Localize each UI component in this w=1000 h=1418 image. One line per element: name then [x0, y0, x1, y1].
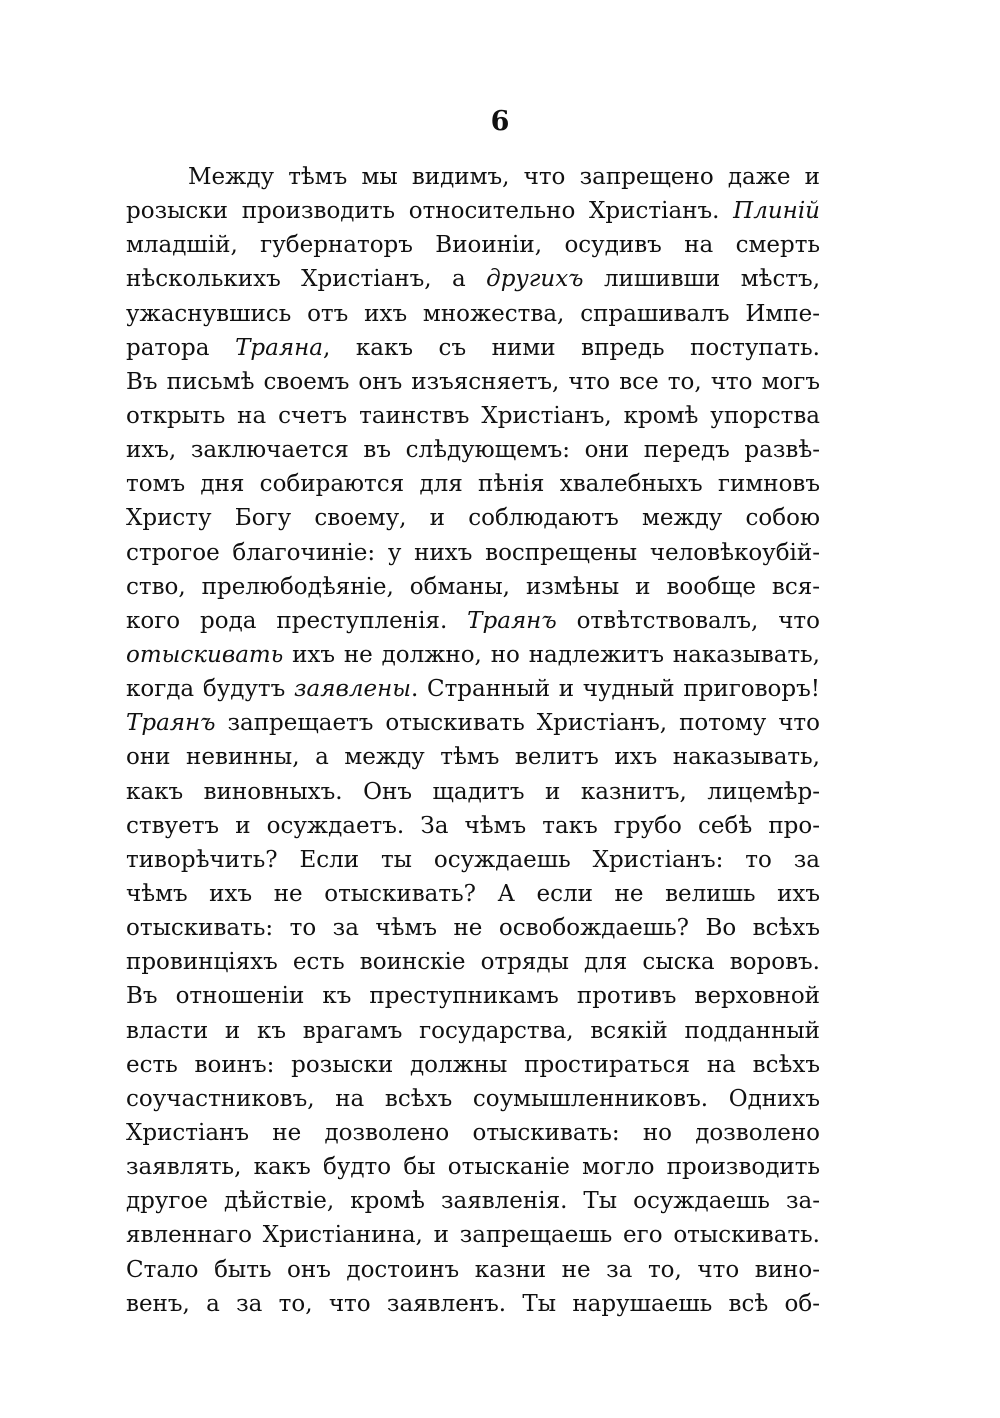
text-line: соучастниковъ, на всѣхъ соумышленниковъ. Однихъ [126, 1085, 820, 1112]
emphasis: Траяна [235, 334, 323, 361]
emphasis: Траянъ [467, 607, 557, 634]
text-line: отыскивать: то за чѣмъ не освобождаешь? Во всѣхъ [126, 915, 820, 942]
text-line: ствуетъ и осуждаетъ. За чѣмъ такъ грубо себѣ про- [126, 812, 820, 839]
text-line: Траянъ запрещаетъ отыскивать Христіанъ, потому что [126, 710, 820, 737]
emphasis: другихъ [486, 266, 584, 293]
text-line: чѣмъ ихъ не отыскивать? А если не велишь ихъ [126, 880, 820, 907]
text-line: Христіанъ не дозволено отыскивать: но дозволено [126, 1119, 820, 1146]
text-line: ужаснувшись отъ ихъ множества, спрашивалъ Импе- [126, 300, 820, 327]
emphasis: Траянъ [126, 710, 216, 737]
text-line: другое дѣйствіе, кромѣ заявленія. Ты осуждаешь за- [126, 1188, 820, 1215]
text-line: томъ дня собираются для пѣнія хвалебныхъ гимновъ [126, 471, 820, 498]
text-line: они невинны, а между тѣмъ велитъ ихъ наказывать, [126, 744, 820, 771]
text-line: явленнаго Христіанина, и запрещаешь его отыскивать. [126, 1222, 820, 1249]
emphasis: Плиній [733, 198, 820, 225]
page-number: 6 [490, 106, 510, 137]
text-line: младшій, губернаторъ Виоиніи, осудивъ на смерть [126, 232, 820, 259]
body-text [126, 160, 820, 1321]
text-line: кого рода преступленія. Траянъ отвѣтствовалъ, что [126, 607, 820, 634]
emphasis: отыскивать [126, 641, 284, 668]
text-line: тиворѣчить? Если ты осуждаешь Христіанъ: то за [126, 846, 820, 873]
text-line: ихъ, заключается въ слѣдующемъ: они передъ развѣ- [126, 437, 820, 464]
text-line: заявлять, какъ будто бы отысканіе могло производить [126, 1154, 820, 1181]
emphasis: заявлены [293, 676, 411, 703]
text-line: Христу Богу своему, и соблюдаютъ между собою [126, 505, 820, 532]
text-line: венъ, а за то, что заявленъ. Ты нарушаешь всѣ об- [126, 1290, 820, 1317]
text-line: власти и къ врагамъ государства, всякій подданный [126, 1017, 820, 1044]
text-line: розыски производить относительно Христіанъ. Плиній [126, 198, 820, 225]
text-line: Въ письмѣ своемъ онъ изъясняетъ, что все то, что могъ [126, 368, 820, 395]
text-line: Между тѣмъ мы видимъ, что запрещено даже и [188, 164, 820, 190]
text-line: ство, прелюбодѣяніе, обманы, измѣны и вообще вся- [126, 573, 820, 600]
text-line: есть воинъ: розыски должны простираться на всѣхъ [126, 1051, 820, 1078]
text-line: нѣсколькихъ Христіанъ, а другихъ лишивши мѣстъ, [126, 266, 820, 293]
text-line: какъ виновныхъ. Онъ щадитъ и казнитъ, лицемѣр- [126, 778, 820, 805]
text-line: отыскивать ихъ не должно, но надлежитъ наказывать, [126, 641, 820, 668]
text-line: открыть на счетъ таинствъ Христіанъ, кромѣ упорства [126, 402, 820, 429]
text-line: провинціяхъ есть воинскіе отряды для сыска воровъ. [126, 949, 820, 976]
text-line: Въ отношеніи къ преступникамъ противъ верховной [126, 983, 820, 1010]
text-line: когда будутъ заявлены. Странный и чудный приговоръ! [126, 676, 820, 703]
text-line: строгое благочиніе: у нихъ воспрещены человѣкоубій- [126, 539, 820, 566]
text-line: Стало быть онъ достоинъ казни не за то, что вино- [126, 1256, 820, 1283]
text-line: ратора Траяна, какъ съ ними впредь поступать. [126, 334, 820, 361]
